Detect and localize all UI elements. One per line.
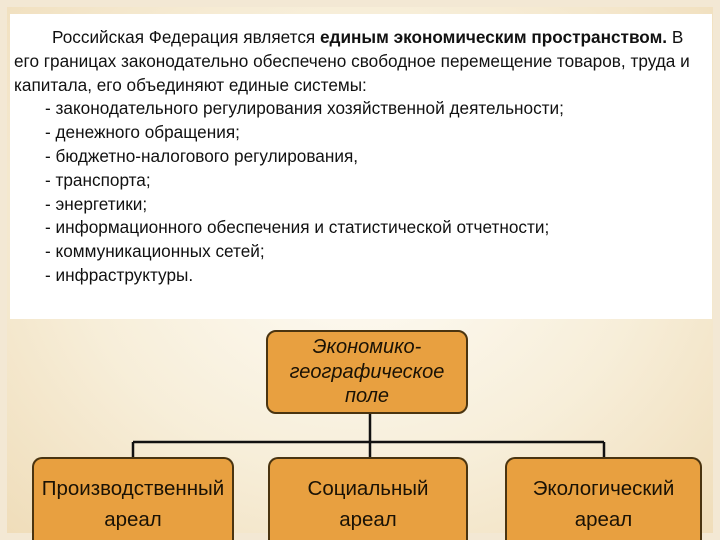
list-item: - информационного обеспечения и статистической отчетности; [45,217,550,238]
list-item: - законодательного регулирования хозяйственной деятельности; [45,98,564,119]
child-node-line: Экологический [532,477,675,500]
list-item: - коммуникационных сетей; [45,241,265,262]
root-node-economic-geographic-field [266,330,468,414]
child-node-line: ареал [104,508,162,531]
list-item: - бюджетно-налогового регулирования, [45,145,359,166]
child-node-social-area [268,457,468,540]
list-item: - транспорта; [45,169,151,190]
intro-rest: В его границах законодательно обеспечено свободное перемещение товаров, труда и капитала, его объединяют единые системы: [14,27,690,95]
child-node-production-area [32,457,234,540]
list-item: - денежного обращения; [45,122,240,143]
child-node-line: ареал [574,508,633,531]
child-node-line: Производственный [41,477,225,500]
child-node-line: Социальный [307,477,429,500]
root-node-line: поле [344,385,390,408]
intro-plain: Российская Федерация является [52,27,320,47]
intro-bold: единым экономическим пространством. [320,27,668,47]
child-node-ecological-area [505,457,702,540]
root-node-line: Экономико- [312,336,422,359]
root-node-line: географическое [289,360,445,383]
child-node-line: ареал [339,508,397,531]
list-item: - энергетики; [45,193,148,214]
list-item: - инфраструктуры. [45,264,194,285]
